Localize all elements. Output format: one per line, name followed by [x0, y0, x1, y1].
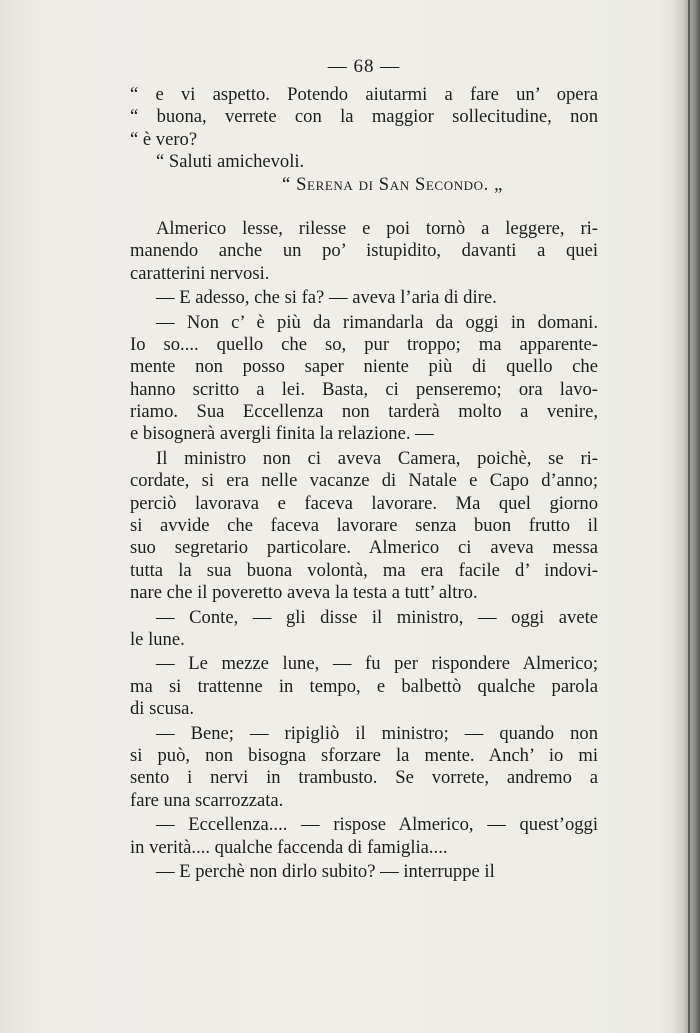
text-line: si avvide che faceva lavorare senza buon frutto il: [130, 515, 598, 537]
text-line: — Conte, — gli disse il ministro, — oggi avete: [156, 606, 598, 628]
text-line: e bisognerà avergli finita la relazione. —: [130, 423, 434, 445]
text-line: tutta la sua buona volontà, ma era facile d’ indovi-: [130, 559, 598, 581]
paragraph: [130, 287, 598, 309]
paragraph: [130, 861, 598, 883]
text-line: in verità.... qualche faccenda di famiglia....: [130, 836, 448, 858]
text-line: fare una scarrozzata.: [130, 789, 284, 811]
text-line: perciò lavorava e faceva lavorare. Ma quel giorno: [130, 492, 598, 514]
section-gap: [130, 196, 598, 218]
text-line: — E perchè non dirlo subito? — interruppe il: [156, 860, 495, 882]
paragraph: [130, 723, 598, 813]
text-line: suo segretario particolare. Almerico ci aveva messa: [130, 537, 598, 559]
letter-excerpt: [130, 84, 598, 196]
text-line: mente non posso saper niente più di quello che: [130, 356, 598, 378]
text-line: Il ministro non ci aveva Camera, poichè, se ri-: [156, 447, 598, 469]
paragraph: [130, 607, 598, 652]
text-line: Io so.... quello che so, pur troppo; ma apparente-: [130, 333, 598, 355]
text-line: sento i nervi in trambusto. Se vorrete, andremo a: [130, 767, 598, 789]
text-line: — E adesso, che si fa? — aveva l’aria di dire.: [156, 287, 497, 309]
paragraph: [130, 448, 598, 605]
letter-closing: “ Saluti amichevoli.: [156, 151, 305, 173]
text-line: le lune.: [130, 628, 185, 650]
page-number: — 68 —: [327, 56, 401, 77]
page-text: [130, 50, 598, 883]
letter-line: “ buona, verrete con la maggior sollecitudine, non: [130, 106, 598, 128]
text-line: ma si trattenne in tempo, e balbettò qualche parola: [130, 675, 598, 697]
text-line: Almerico lesse, rilesse e poi tornò a leggere, ri-: [156, 217, 598, 239]
letter-line: “ e vi aspetto. Potendo aiutarmi a fare un’ opera: [130, 84, 598, 105]
text-line: caratterini nervosi.: [130, 262, 270, 284]
letter-signature: “ Serena di San Secondo. „: [282, 173, 504, 195]
text-line: di scusa.: [130, 698, 195, 720]
paragraph: [130, 814, 598, 859]
text-line: si può, non bisogna sforzare la mente. Anch’ io mi: [130, 744, 598, 766]
paragraph: [130, 312, 598, 446]
text-line: — Bene; — ripigliò il ministro; — quando non: [156, 722, 598, 744]
page-binding-edge: [672, 0, 700, 1033]
narrative-paragraphs: [130, 218, 598, 883]
text-line: nare che il poveretto aveva la testa a tutt’ altro.: [130, 582, 478, 604]
text-line: hanno scritto a lei. Basta, ci penseremo; ora lavo-: [130, 378, 598, 400]
text-line: cordate, si era nelle vacanze di Natale e Capo d’anno;: [130, 470, 598, 492]
text-line: riamo. Sua Eccellenza non tarderà molto a venire,: [130, 401, 598, 423]
text-line: — Non c’ è più da rimandarla da oggi in domani.: [156, 311, 598, 333]
paragraph: [130, 218, 598, 285]
paragraph: [130, 653, 598, 720]
text-line: manendo anche un po’ istupidito, davanti a quei: [130, 240, 598, 262]
letter-line: “ è vero?: [130, 128, 198, 150]
text-line: — Le mezze lune, — fu per rispondere Almerico;: [156, 653, 598, 675]
text-line: — Eccellenza.... — rispose Almerico, — quest’oggi: [156, 814, 598, 836]
